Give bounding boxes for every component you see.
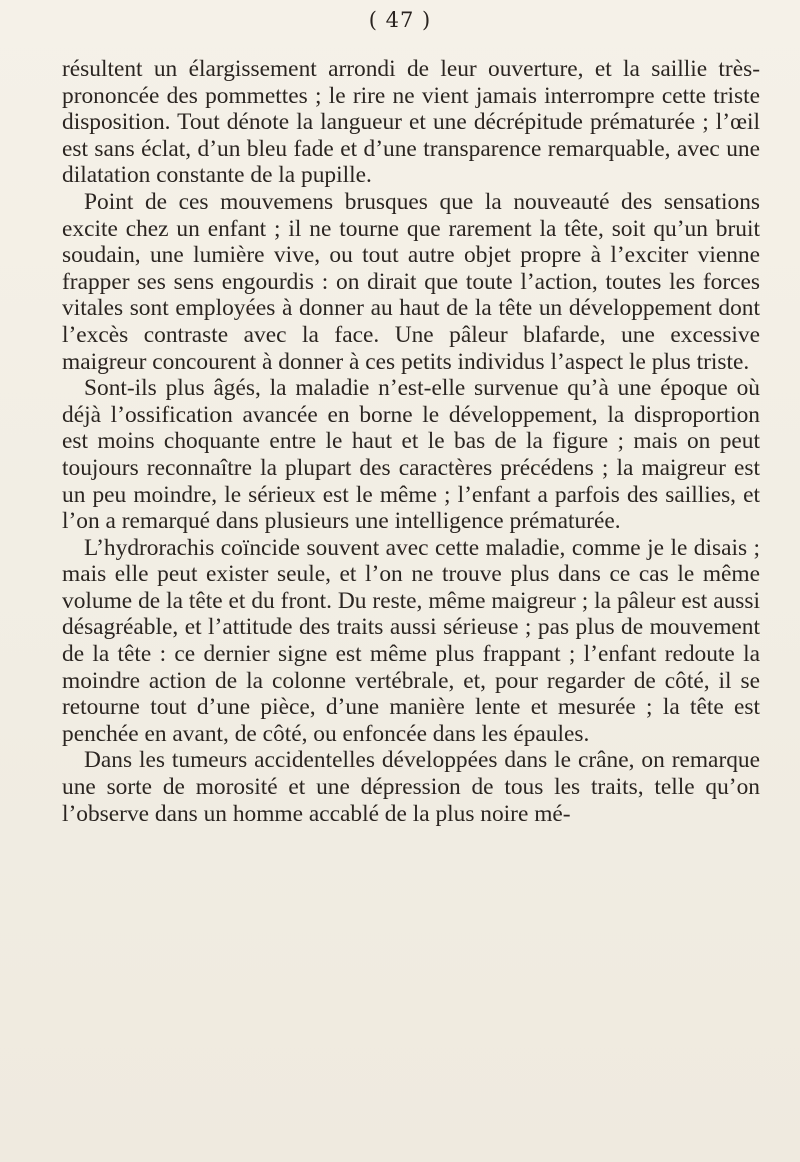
paragraph-4: L’hydrorachis coïncide souvent avec cette maladie, comme je le disais ; mais elle peut exister seule, et l’on ne trouve plus dans ce cas le même volume de la tête et du front. Du reste, même maigreur ; la pâleur est aussi désagréable, et l’attitude des traits aussi sérieuse ; pas plus de mouvement de la tête : ce dernier signe est même plus frappant ; l’enfant redoute la moindre action de la colonne vertébrale, et, pour regarder de côté, il se retourne tout d’une pièce, d’une manière lente et mesurée ; la tête est penchée en avant, de côté, ou enfoncée dans les épaules. bbox=[62, 534, 760, 747]
page-number: ( 47 ) bbox=[368, 8, 432, 32]
paragraph-1: résultent un élargissement arrondi de leur ouverture, et la saillie très-prononcée des pommettes ; le rire ne vient jamais interrompre cette triste disposition. Tout dénote la langueur et une décrépitude prématurée ; l’œil est sans éclat, d’un bleu fade et d’une transparence remarquable, avec une dilatation constante de la pupille. bbox=[62, 56, 760, 189]
paragraph-3: Sont-ils plus âgés, la maladie n’est-elle survenue qu’à une époque où déjà l’ossification avancée en borne le développement, la disproportion est moins choquante entre le haut et le bas de la figure ; mais on peut toujours reconnaître la plupart des caractères précédens ; la maigreur est un peu moindre, le sérieux est le même ; l’enfant a parfois des saillies, et l’on a remarqué dans plusieurs une intelligence prématurée. bbox=[62, 375, 760, 535]
paragraph-5: Dans les tumeurs accidentelles développées dans le crâne, on remarque une sorte de morosité et une dépression de tous les traits, telle qu’on l’observe dans un homme accablé de la plus noire mé- bbox=[62, 747, 760, 827]
body-text bbox=[62, 56, 760, 827]
paragraph-2: Point de ces mouvemens brusques que la nouveauté des sensations excite chez un enfant ; il ne tourne que rarement la tête, soit qu’un bruit soudain, une lumière vive, ou tout autre objet propre à l’exciter vienne frapper ses sens engourdis : on dirait que toute l’action, toutes les forces vitales sont employées à donner au haut de la tête un développement dont l’excès contraste avec la face. Une pâleur blafarde, une excessive maigreur concourent à donner à ces petits individus l’aspect le plus triste. bbox=[62, 188, 760, 375]
